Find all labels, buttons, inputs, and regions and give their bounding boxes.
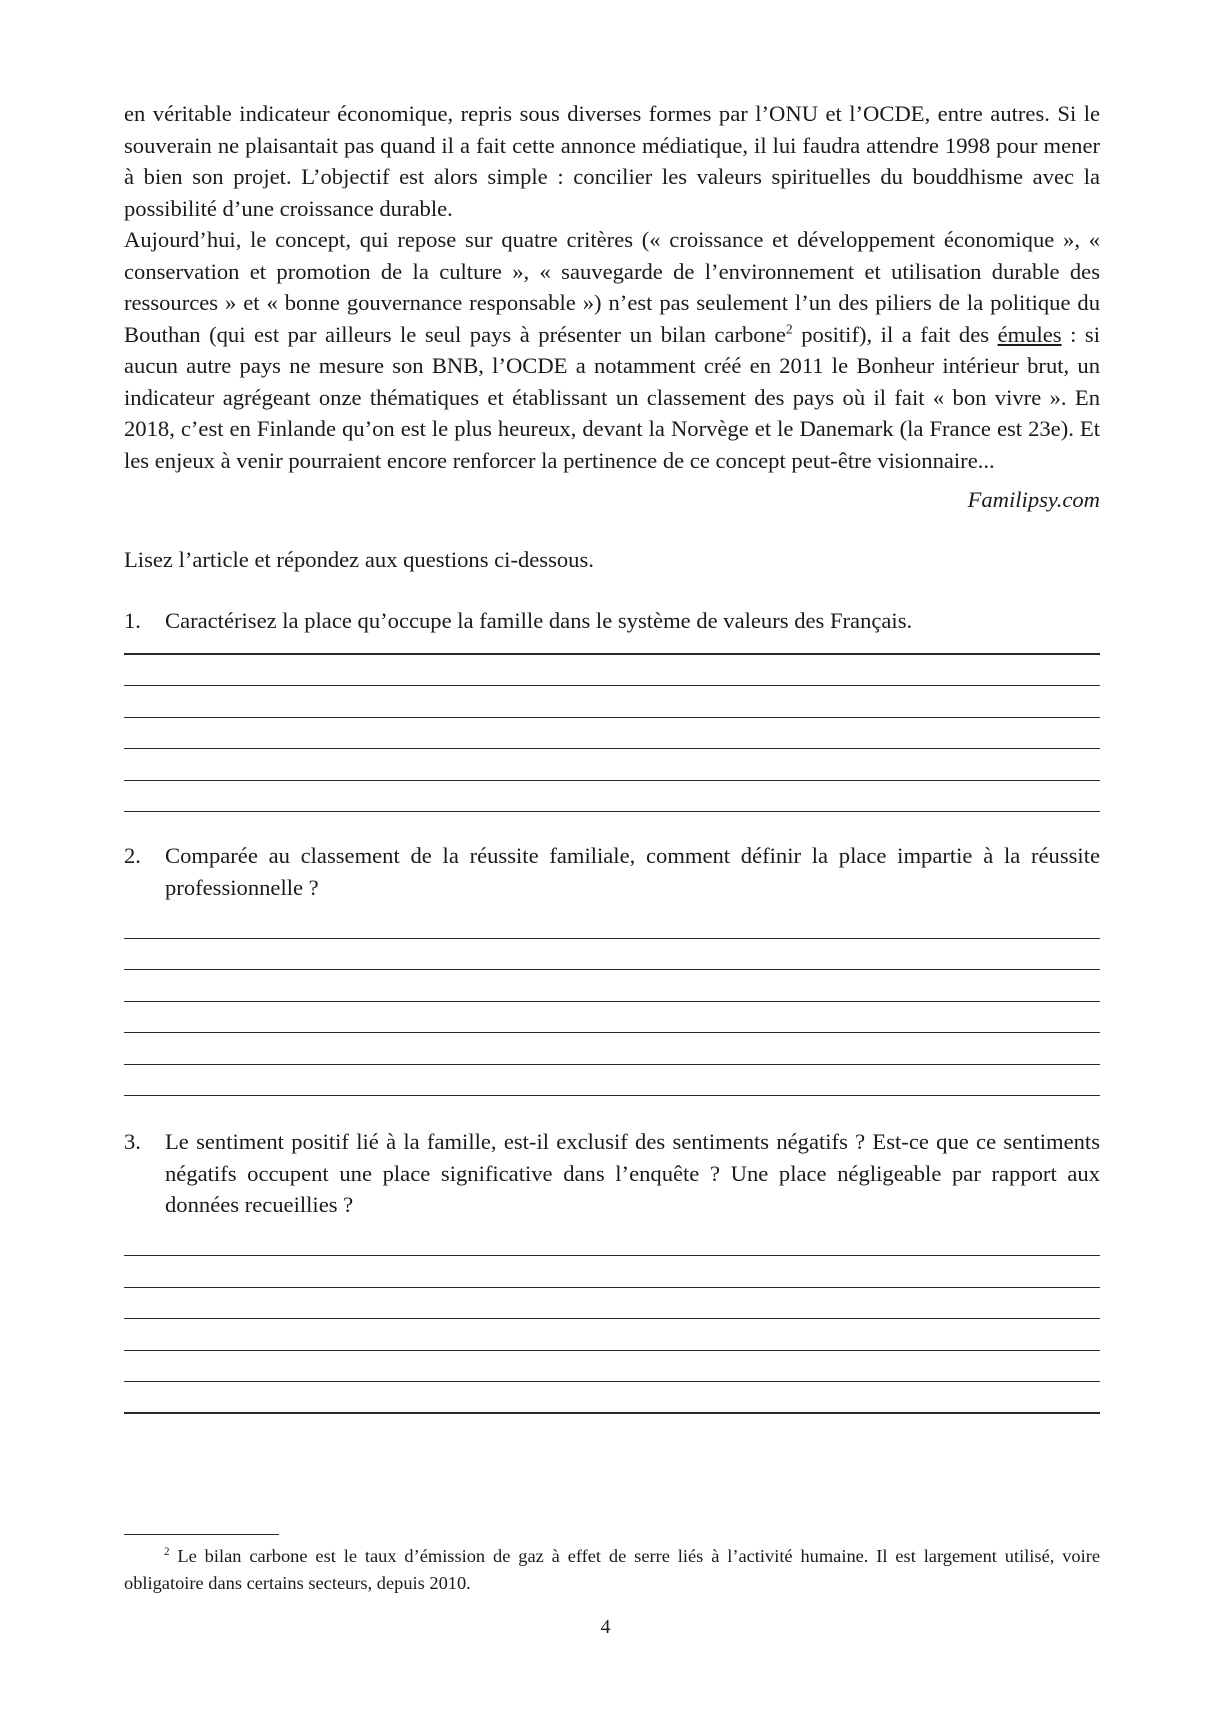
answer-line[interactable] [124, 781, 1100, 813]
article-paragraph-2-end: : si aucun autre pays ne mesure son BNB, l’OCDE a notamment créé en 2011 le Bonheur intérieur brut, un indicateur agrégeant onze thématiques et établissant un classement des pays où il fait « bon vivre ». En 2018, c’est en Finlande qu’on est le plus heureux, devant la Norvège et le Danemark (la France est 23e). Et les enjeux à venir pourraient encore renforcer la pertinence de ce concept peut-être visionnaire... [124, 321, 1100, 473]
question-number: 3. [124, 1129, 141, 1154]
article-paragraph-2-middle: positif), il a fait des [792, 321, 998, 347]
underlined-word: émules [997, 321, 1062, 347]
answer-line[interactable] [124, 1225, 1100, 1257]
answer-line[interactable] [124, 1033, 1100, 1065]
answer-line[interactable] [124, 1382, 1100, 1414]
question-text: Le sentiment positif lié à la famille, est-il exclusif des sentiments négatifs ? Est-ce que ce sentiments négatifs occupent une place significative dans l’enquête ? Une place négligeable par rapport aux données recueillies ? [165, 1129, 1100, 1217]
answer-line[interactable] [124, 1256, 1100, 1288]
article-source: Familipsy.com [967, 487, 1100, 512]
answer-area[interactable] [124, 907, 1100, 1096]
page-number: 4 [600, 1616, 611, 1638]
answer-area[interactable] [124, 641, 1100, 813]
answer-line[interactable] [124, 970, 1100, 1002]
answer-line[interactable] [124, 1351, 1100, 1383]
question-1 [124, 605, 1100, 812]
question-2 [124, 840, 1100, 1096]
answer-line[interactable] [124, 1065, 1100, 1097]
footnote-separator [124, 1534, 279, 1535]
article-paragraph-1: en véritable indicateur économique, repris sous diverses formes par l’ONU et l’OCDE, entre autres. Si le souverain ne plaisantait pas quand il a fait cette annonce médiatique, il lui faudra attendre 1998 pour mener à bien son projet. L’objectif est alors simple : concilier les valeurs spirituelles du bouddhisme avec la possibilité d’une croissance durable. [124, 101, 1100, 221]
article-paragraph-2-start: Aujourd’hui, le concept, qui repose sur quatre critères (« croissance et développement économique », « conservation et promotion de la culture », « sauvegarde de l’environnement et utilisation durable des ressources » et « bonne gouvernance responsable ») n’est pas seulement l’un des piliers de la politique du Bouthan (qui est par ailleurs le seul pays à présenter un bilan carbone [124, 227, 1100, 347]
answer-line[interactable] [124, 1002, 1100, 1034]
answer-line[interactable] [124, 749, 1100, 781]
question-number: 2. [124, 843, 141, 868]
answer-area[interactable] [124, 1225, 1100, 1414]
footnote [124, 1543, 1100, 1597]
question-text: Comparée au classement de la réussite familiale, comment définir la place impartie à la réussite professionnelle ? [165, 843, 1100, 900]
article-paragraph-2 [124, 224, 1100, 476]
page-content [124, 98, 1100, 1414]
question-number: 1. [124, 608, 141, 633]
answer-line[interactable] [124, 1288, 1100, 1320]
answer-line[interactable] [124, 1319, 1100, 1351]
footnote-reference: 2 [785, 320, 793, 336]
answer-line[interactable] [124, 655, 1100, 687]
question-3 [124, 1126, 1100, 1414]
footnote-text: Le bilan carbone est le taux d’émission de gaz à effet de serre liés à l’activité humaine. Il est largement utilisé, voire obligatoire dans certains secteurs, depuis 2010. [124, 1546, 1100, 1593]
answer-line[interactable] [124, 907, 1100, 939]
instruction: Lisez l’article et répondez aux questions ci-dessous. [124, 546, 594, 572]
answer-line[interactable] [124, 641, 1100, 655]
answer-line[interactable] [124, 718, 1100, 750]
question-text: Caractérisez la place qu’occupe la famille dans le système de valeurs des Français. [165, 608, 913, 633]
answer-line[interactable] [124, 939, 1100, 971]
footnote-marker: 2 [164, 1545, 170, 1558]
answer-line[interactable] [124, 686, 1100, 718]
